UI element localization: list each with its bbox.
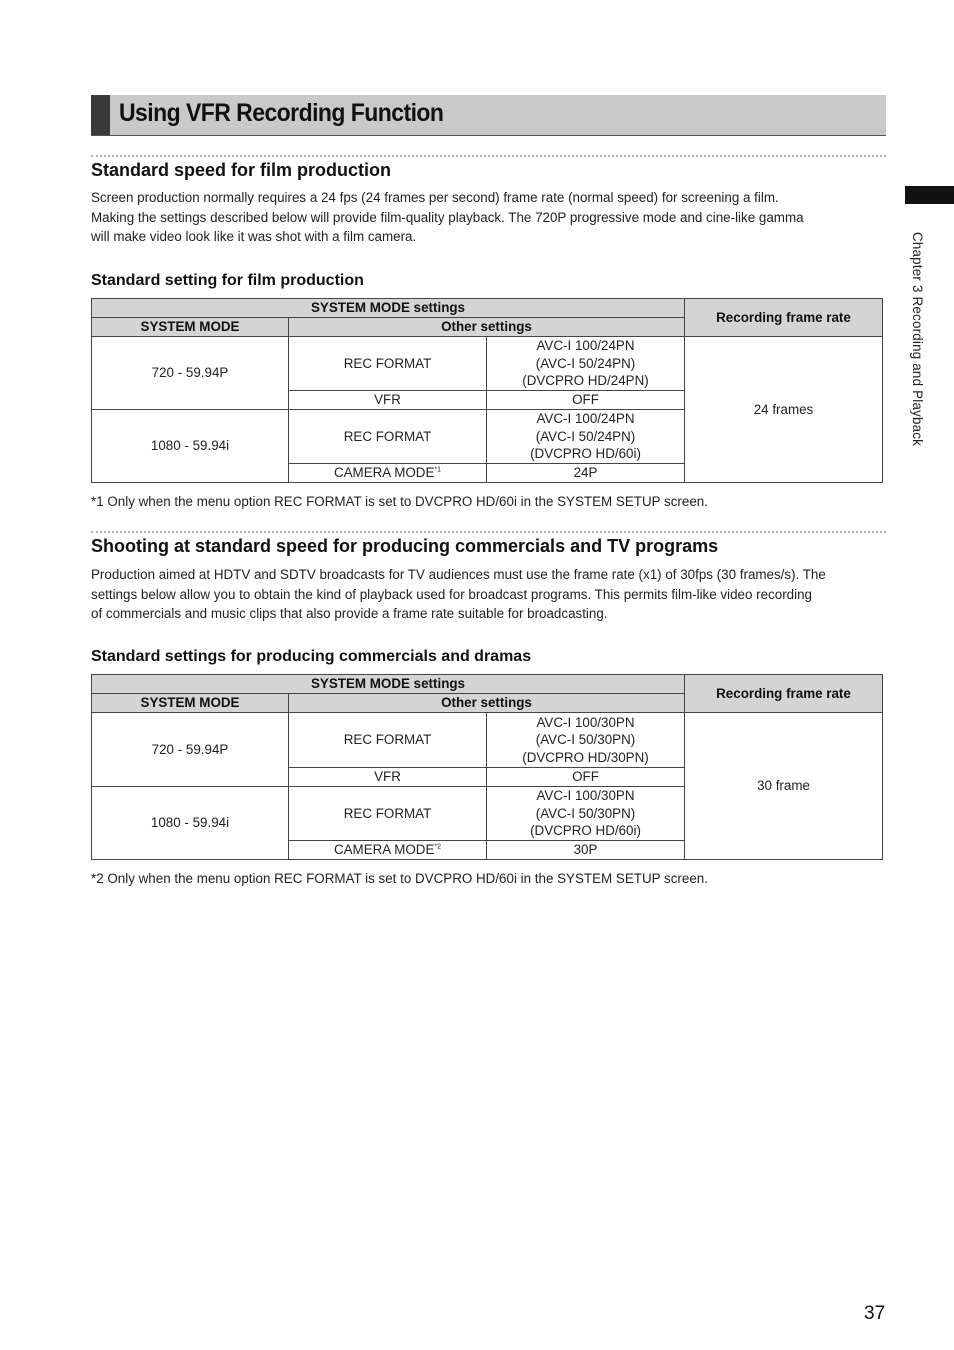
header-system-mode-settings: SYSTEM MODE settings <box>92 299 685 318</box>
paragraph-line: will make video look like it was shot with a film camera. <box>91 229 417 244</box>
cell-setting-label: REC FORMAT <box>289 787 487 841</box>
cell-setting-value <box>487 787 685 841</box>
section-paragraph-film <box>91 188 886 247</box>
chapter-tab-label: Chapter 3 Recording and Playback <box>910 232 925 447</box>
cell-recording-frame-rate: 24 frames <box>685 337 883 483</box>
value-line: AVC-I 100/24PN <box>536 338 635 354</box>
title-marker <box>91 95 110 135</box>
value-line: (DVCPRO HD/30PN) <box>522 749 649 765</box>
value-line: (AVC-I 50/30PN) <box>535 732 636 748</box>
film-settings-table <box>91 298 883 483</box>
paragraph-line: settings below allow you to obtain the kind of playback used for broadcast programs. This permits film-like video recording <box>91 586 812 602</box>
section-divider <box>91 531 886 533</box>
cell-setting-label: REC FORMAT <box>289 713 487 768</box>
subheading-film-settings: Standard setting for film production <box>91 272 364 289</box>
paragraph-line: Screen production normally requires a 24 fps (24 frames per second) frame rate (normal speed) for screening a film. <box>91 190 779 205</box>
cell-setting-label: REC FORMAT <box>289 337 487 391</box>
cell-system-mode: 1080 - 59.94i <box>92 787 289 860</box>
section-paragraph-commercials <box>91 565 886 624</box>
cell-system-mode: 720 - 59.94P <box>92 713 289 787</box>
camera-mode-label: CAMERA MODE <box>333 465 435 481</box>
page-number: 37 <box>864 1303 886 1324</box>
cell-setting-value: OFF <box>487 391 685 410</box>
footnote-2: *2 Only when the menu option REC FORMAT is set to DVCPRO HD/60i in the SYSTEM SETUP screen. <box>91 871 708 886</box>
cell-setting-value: 24P <box>487 464 685 483</box>
cell-system-mode: 1080 - 59.94i <box>92 410 289 483</box>
section-heading-commercials: Shooting at standard speed for producing commercials and TV programs <box>91 536 719 556</box>
footnote-marker: *2 <box>434 843 442 851</box>
header-recording-frame-rate: Recording frame rate <box>685 675 883 713</box>
cell-setting-value <box>487 713 685 768</box>
camera-mode-label: CAMERA MODE <box>333 842 435 858</box>
header-other-settings: Other settings <box>289 694 685 713</box>
cell-setting-value <box>487 337 685 391</box>
value-line: AVC-I 100/30PN <box>536 714 635 730</box>
cell-setting-label: REC FORMAT <box>289 410 487 464</box>
header-recording-frame-rate: Recording frame rate <box>685 299 883 337</box>
value-line: (DVCPRO HD/60i) <box>530 446 641 462</box>
chapter-tab-marker <box>905 186 954 204</box>
header-system-mode: SYSTEM MODE <box>92 694 289 713</box>
section-divider <box>91 155 886 157</box>
header-other-settings: Other settings <box>289 318 685 337</box>
cell-setting-label <box>289 841 487 860</box>
cell-system-mode: 720 - 59.94P <box>92 337 289 410</box>
cell-setting-value: 30P <box>487 841 685 860</box>
header-system-mode: SYSTEM MODE <box>92 318 289 337</box>
subheading-commercials-settings: Standard settings for producing commercials and dramas <box>91 648 532 665</box>
page-title: Using VFR Recording Function <box>119 99 444 127</box>
cell-setting-label: VFR <box>289 391 487 410</box>
value-line: (AVC-I 50/30PN) <box>535 805 636 821</box>
footnote-marker: *1 <box>434 466 442 474</box>
paragraph-line: Production aimed at HDTV and SDTV broadcasts for TV audiences must use the frame rate (x1) of 30fps (30 frames/s). The <box>91 567 826 582</box>
section-heading-film: Standard speed for film production <box>91 160 392 180</box>
cell-setting-value <box>487 410 685 464</box>
cell-setting-label: VFR <box>289 768 487 787</box>
paragraph-line: Making the settings described below will provide film-quality playback. The 720P progressive mode and cine-like gamma <box>91 209 804 225</box>
value-line: AVC-I 100/24PN <box>536 411 635 427</box>
value-line: (DVCPRO HD/60i) <box>530 823 641 839</box>
value-line: AVC-I 100/30PN <box>536 788 635 804</box>
cell-recording-frame-rate: 30 frame <box>685 713 883 860</box>
paragraph-line: of commercials and music clips that also provide a frame rate suitable for broadcasting. <box>91 606 608 621</box>
title-bar <box>91 95 886 136</box>
value-line: (AVC-I 50/24PN) <box>535 355 636 371</box>
header-system-mode-settings: SYSTEM MODE settings <box>92 675 685 694</box>
commercials-settings-table <box>91 674 883 860</box>
cell-setting-label <box>289 464 487 483</box>
value-line: (AVC-I 50/24PN) <box>535 428 636 444</box>
value-line: (DVCPRO HD/24PN) <box>522 373 649 389</box>
footnote-1: *1 Only when the menu option REC FORMAT is set to DVCPRO HD/60i in the SYSTEM SETUP screen. <box>91 494 708 509</box>
cell-setting-value: OFF <box>487 768 685 787</box>
